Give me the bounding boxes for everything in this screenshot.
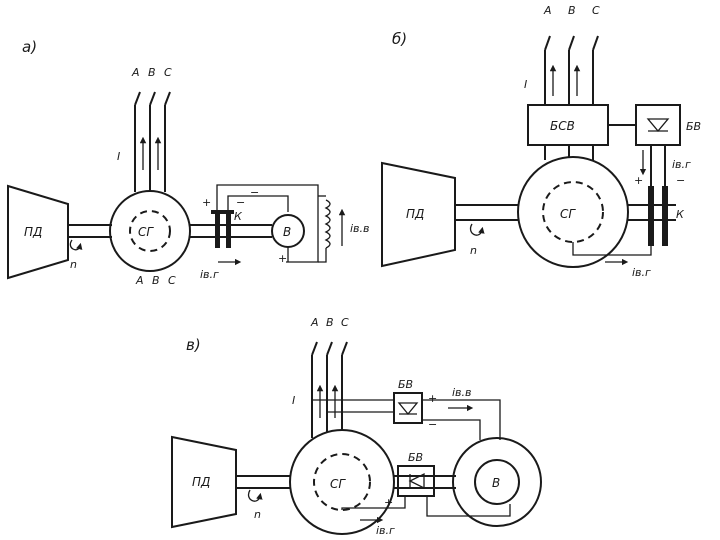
minus-label: − — [236, 196, 246, 209]
phase-b-label: B — [568, 4, 576, 17]
phase-switch — [545, 36, 550, 50]
panel-a — [8, 38, 370, 287]
phase-switch — [165, 92, 170, 105]
phase-switch — [150, 92, 155, 105]
rectifier-bottom-block — [398, 466, 434, 496]
exc-field-current-label: iв.в — [452, 386, 472, 399]
panel-c — [172, 316, 541, 537]
phase-switch — [327, 342, 332, 355]
gen-field-current-top-label: iв.г — [672, 158, 691, 171]
phase-c-label: C — [341, 316, 349, 329]
gen-field-current-label: iв.г — [376, 524, 395, 537]
rotor-wire — [573, 242, 651, 255]
plus-label: + — [202, 196, 212, 209]
minus-label: − — [676, 174, 686, 187]
plus-exciter-label: + — [278, 252, 288, 265]
winding-wire — [318, 248, 326, 262]
rectifier-bottom-label: БВ — [408, 451, 424, 464]
plus-top-label: + — [428, 392, 438, 405]
rotation-arrow — [249, 490, 260, 501]
slip-ring — [648, 186, 654, 246]
panel-b — [382, 4, 701, 279]
control-block-label: БСВ — [550, 119, 575, 133]
exc-field-current-label: iв.в — [350, 222, 370, 235]
generator-label: СГ — [560, 207, 576, 221]
phase-switch — [342, 342, 347, 355]
phase-c-label: C — [592, 4, 600, 17]
phase-a-label: A — [132, 66, 140, 79]
panel-b-label: б) — [392, 30, 408, 48]
rectifier-block-label: БВ — [686, 120, 702, 133]
slip-ring — [662, 186, 668, 246]
phase-b-bottom-label: B — [152, 274, 160, 287]
panel-a-label: а) — [22, 38, 38, 56]
minus-top-label: − — [428, 418, 438, 431]
phase-b-label: B — [326, 316, 334, 329]
field-winding — [326, 200, 330, 248]
rotation-arrow — [471, 224, 482, 235]
plus-label: + — [634, 174, 644, 187]
gen-field-wire — [342, 496, 405, 510]
slip-ring — [226, 212, 231, 248]
contact-label: К — [234, 210, 242, 223]
phase-c-bottom-label: C — [168, 274, 176, 287]
gen-field-current-bottom-label: iв.г — [632, 266, 651, 279]
prime-mover-label: ПД — [406, 207, 425, 221]
prime-mover-label: ПД — [192, 475, 211, 489]
speed-label: n — [70, 258, 77, 271]
diode-symbol — [648, 119, 668, 131]
contact-label: К — [676, 208, 684, 221]
phase-switch — [135, 92, 140, 105]
rectifier-top-label: БВ — [398, 378, 414, 391]
gen-field-current-label: iв.г — [200, 268, 219, 281]
current-label: I — [117, 150, 121, 163]
slip-ring — [215, 212, 220, 248]
rotation-arrow — [70, 240, 80, 250]
current-label: I — [292, 394, 296, 407]
diode-symbol — [399, 403, 417, 414]
exc-output-wire — [427, 496, 510, 516]
speed-label: n — [470, 244, 477, 257]
current-label: I — [524, 78, 528, 91]
rectifier-top-block — [394, 393, 422, 423]
exciter-label: В — [492, 476, 501, 490]
phase-switch — [593, 36, 598, 50]
brush — [222, 210, 234, 214]
phase-b-label: B — [148, 66, 156, 79]
phase-a-label: A — [544, 4, 552, 17]
rectifier-block — [636, 105, 680, 145]
minus-exciter-label: − — [250, 186, 260, 199]
generator-label: СГ — [330, 477, 346, 491]
panel-c-label: в) — [186, 336, 201, 354]
phase-a-bottom-label: A — [136, 274, 144, 287]
plus-bottom-label: + — [384, 496, 394, 509]
phase-switch — [312, 342, 317, 355]
speed-label: n — [254, 508, 261, 521]
generator-label: СГ — [138, 225, 154, 239]
phase-a-label: A — [311, 316, 319, 329]
phase-c-label: C — [164, 66, 172, 79]
brush — [211, 210, 223, 214]
exciter-label: В — [283, 225, 292, 239]
prime-mover-label: ПД — [24, 225, 43, 239]
phase-switch — [569, 36, 574, 50]
